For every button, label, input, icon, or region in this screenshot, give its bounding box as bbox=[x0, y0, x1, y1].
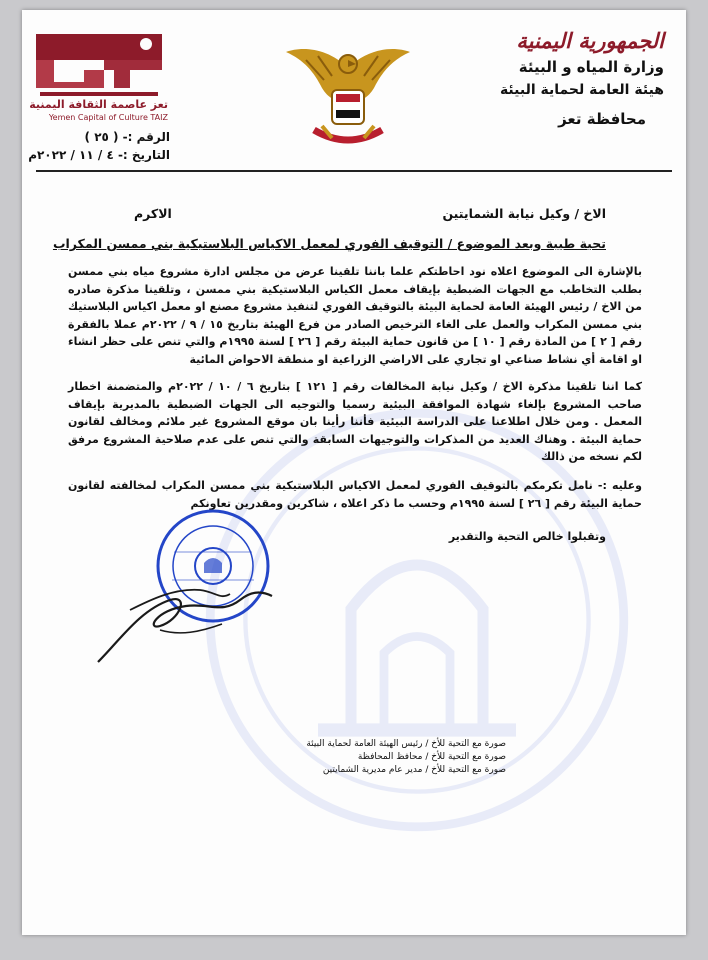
cc-item: صورة مع التحية للأخ / محافظ المحافظة bbox=[357, 752, 506, 762]
subject-line: تحية طيبة وبعد الموضوع / التوقيف الفوري لمعمل الاكياس البلاستيكية بني ممسن المكراب bbox=[52, 236, 606, 251]
body-paragraph-3: وعليه :- نامل تكرمكم بالتوقيف الفوري لمعمل الاكياس البلاستيكية بني ممسن المكراب لمخالفته لقانون حماية البيئة رقم [ ٢٦ ] لسنة ١٩٩٥م وحسب ما ذكر اعلاه ، شاكرين ومقدرين تعاونكم bbox=[68, 479, 642, 510]
honorific: الاكرم bbox=[134, 206, 172, 221]
body-paragraph-1: بالإشارة الى الموضوع اعلاه نود احاطتكم علما باننا تلقينا عرض من مجلس ادارة مشروع مياه بني ممسن بطلب التخاطب مع الجهات الضبطية بإيقاف معمل الكياس البلاستيكية بني ممسن ، وتلقينا مذكرة صادره من الاخ / رئيس الهيئة العامة لحماية البيئة بالتوقيف الفوري لتنفيذ مشروع مصنع او معمل اكياس البلاستيك بني ممسن المكراب والعمل على الغاء الترخيص الصادر من فرع الهيئة بتاريخ ١٥ / ٩ / ٢٠٢٢م عملا بالفقرة رقم [ ٢ ] من المادة رقم [ ١٠ ] من قانون حماية البيئة رقم [ ٢٦ ] لسنة ١٩٩٥م والتي تنص على حظر انشاء او اقامة أي نشاط صناعي او تجاري على الاراضي الزراعية او منطقة الاحواض المائية bbox=[68, 265, 642, 366]
governorate-name: محافظة تعز bbox=[558, 110, 646, 128]
reference-number: الرقم :- ( ٢٥ ) bbox=[84, 130, 170, 144]
addressee: الاخ / وكيل نيابة الشمايتين bbox=[442, 206, 606, 221]
ministry-name: وزارة المياه و البيئة bbox=[518, 58, 664, 76]
handwritten-signature bbox=[90, 570, 280, 670]
letter-page bbox=[22, 10, 686, 935]
cc-list bbox=[306, 738, 506, 777]
eagle-emblem-icon bbox=[284, 38, 412, 156]
cc-item: صورة مع التحية للأخ / رئيس الهيئة العامة لحماية البيئة bbox=[306, 739, 506, 749]
culture-logo-arabic: تعز عاصمة الثقافة اليمنية bbox=[29, 98, 168, 111]
culture-logo-english: Yemen Capital of Culture TAIZ bbox=[48, 113, 168, 122]
authority-name: هيئة العامة لحماية البيئة bbox=[499, 82, 664, 98]
cc-item: صورة مع التحية للأخ / مدير عام مديرية الشمايتين bbox=[322, 765, 506, 775]
republic-title: الجمهورية اليمنية bbox=[516, 28, 664, 53]
reference-date: التاريخ :- ٤ / ١١ / ٢٠٢٢م bbox=[28, 148, 170, 162]
body-paragraph-2: كما اننا تلقينا مذكرة الاخ / وكيل نيابة المخالفات رقم [ ١٢١ ] بتاريخ ٦ / ١٠ / ٢٠٢٢م والمتضمنة اخطار صاحب المشروع بإلغاء شهادة الموافقة البيئية رسميا والتوجيه الى الجهات الضبطية بالمديرية بإيقاف المعمل . ومن خلال اطلاعنا على الدراسة البيئية فأننا رأينا بان موقع المشروع غير ملائم ومخالف لقانون حماية البيئة . وهناك العديد من المذكرات والتوجيهات السابقة والتي تنص على عدم صلاحية المشروع مرفق لكم نسخه من ذالك bbox=[68, 380, 642, 463]
header-divider bbox=[36, 170, 672, 172]
closing-line: وتقبلوا خالص التحية والتقدير bbox=[448, 530, 606, 543]
